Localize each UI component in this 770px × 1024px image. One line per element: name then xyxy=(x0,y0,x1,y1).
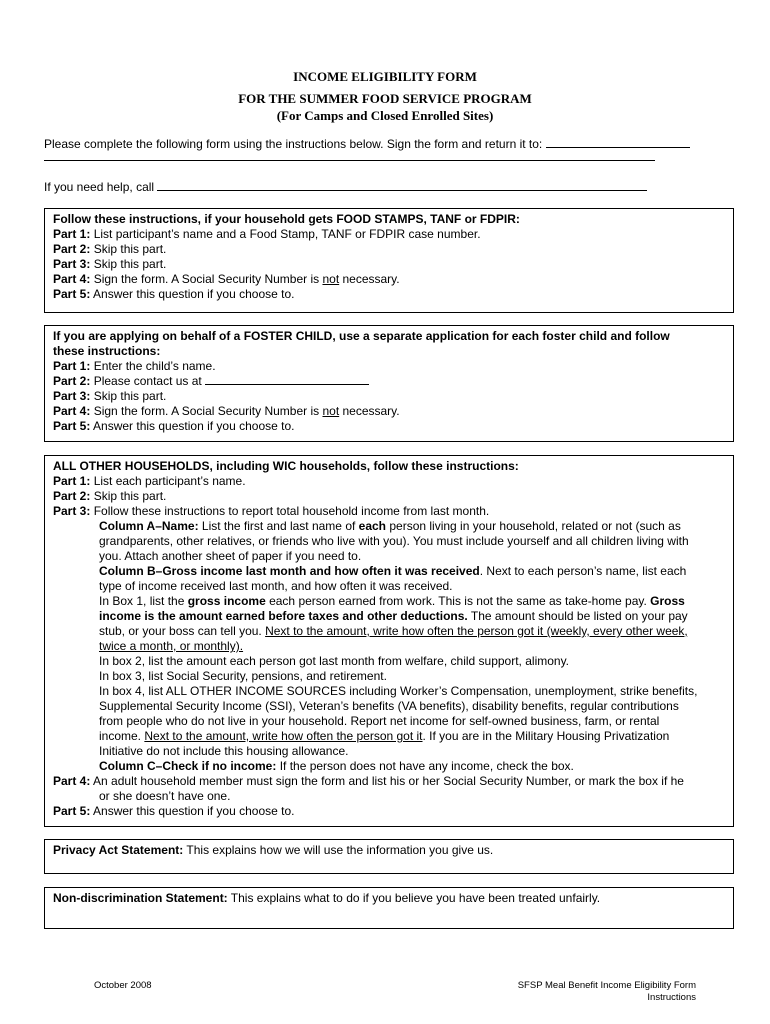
non-discrimination-box xyxy=(44,887,734,929)
box4-line: In box 4, list ALL OTHER INCOME SOURCES including Worker’s Compensation, unemployment, strike benefits, xyxy=(99,684,698,698)
other-households-instructions-box xyxy=(44,455,734,827)
return-to-blank[interactable] xyxy=(546,147,690,148)
box3-line: In box 3, list Social Security, pensions, and retirement. xyxy=(99,669,387,683)
food-stamps-instructions-box xyxy=(44,208,734,313)
instruction-part-1: Part 1: Enter the child’s name. xyxy=(53,359,216,373)
form-title: INCOME ELIGIBILITY FORM xyxy=(293,69,477,84)
non-discrimination-text: This explains what to do if you believe you have been treated unfairly. xyxy=(227,891,601,905)
box4-line-2: Supplemental Security Income (SSI), Veteran’s benefits (VA benefits), disability benefits, regular contributions xyxy=(99,699,679,713)
instruction-part-5: Part 5: Answer this question if you choose to. xyxy=(53,804,295,818)
privacy-text: This explains how we will use the information you give us. xyxy=(183,843,494,857)
return-address-blank[interactable] xyxy=(44,160,655,161)
column-a-line-3: you. Attach another sheet of paper if you need to. xyxy=(99,549,362,563)
box4-line-5: Initiative do not include this housing allowance. xyxy=(99,744,349,758)
instruction-part-3: Part 3: Skip this part. xyxy=(53,389,167,403)
box-header: Follow these instructions, if your household gets FOOD STAMPS, TANF or FDPIR: xyxy=(53,212,520,226)
privacy-label: Privacy Act Statement: xyxy=(53,843,184,857)
contact-blank[interactable] xyxy=(205,384,369,385)
instruction-part-2: Part 2: Please contact us at xyxy=(53,374,725,389)
box-header: If you are applying on behalf of a FOSTER CHILD, use a separate application for each foster child and follow xyxy=(53,329,670,343)
form-subtitle-sites: (For Camps and Closed Enrolled Sites) xyxy=(276,108,494,123)
column-c-line: Column C–Check if no income: If the person does not have any income, check the box. xyxy=(99,759,574,773)
help-text: If you need help, call xyxy=(44,180,158,194)
instruction-part-4-cont: or she doesn’t have one. xyxy=(99,789,231,803)
instruction-part-1: Part 1: List each participant’s name. xyxy=(53,474,246,488)
column-b-line-2: type of income received last month, and how often it was received. xyxy=(99,579,453,593)
box4-line-4: income. Next to the amount, write how often the person got it. If you are in the Military Housing Privatization xyxy=(99,729,670,743)
box2-line: In box 2, list the amount each person got last month from welfare, child support, alimony. xyxy=(99,654,570,668)
column-a-line: Column A–Name: List the first and last name of each person living in your household, related or not (such as xyxy=(99,519,681,533)
instruction-part-5: Part 5: Answer this question if you choose to. xyxy=(53,419,295,433)
instruction-part-5: Part 5: Answer this question if you choose to. xyxy=(53,287,295,301)
box1-line: In Box 1, list the gross income each person earned from work. This is not the same as take-home pay. Gross xyxy=(99,594,685,608)
instruction-part-2: Part 2: Skip this part. xyxy=(53,242,167,256)
footer-date: October 2008 xyxy=(94,980,152,991)
return-to-line xyxy=(44,137,690,151)
box1-line-3: stub, or your boss can tell you. Next to the amount, write how often the person got it (weekly, every other week, xyxy=(99,624,688,638)
foster-child-instructions-box xyxy=(44,325,734,442)
instruction-part-2: Part 2: Skip this part. xyxy=(53,489,167,503)
column-b-line: Column B–Gross income last month and how often it was received. Next to each person’s name, list each xyxy=(99,564,687,578)
instruction-part-4: Part 4: Sign the form. A Social Security Number is not necessary. xyxy=(53,404,400,418)
instruction-part-4: Part 4: Sign the form. A Social Security Number is not necessary. xyxy=(53,272,400,286)
column-a-line-2: grandparents, other relatives, or friends who live with you). You must include yourself and all children living with xyxy=(99,534,689,548)
box4-line-3: from people who do not live in your household. Report net income for self-owned business, farm, or rental xyxy=(99,714,660,728)
instruction-part-3: Part 3: Follow these instructions to report total household income from last month. xyxy=(53,504,490,518)
box-header: ALL OTHER HOUSEHOLDS, including WIC households, follow these instructions: xyxy=(53,459,519,473)
footer-form-name: SFSP Meal Benefit Income Eligibility Form Instructions xyxy=(517,980,696,1003)
help-phone-blank[interactable] xyxy=(157,190,647,191)
instruction-part-4: Part 4: An adult household member must sign the form and list his or her Social Security Number, or mark the box if he xyxy=(53,774,684,788)
privacy-act-box xyxy=(44,839,734,874)
box1-line-2: income is the amount earned before taxes and other deductions. The amount should be listed on your pay xyxy=(99,609,688,623)
instruction-part-1: Part 1: List participant’s name and a Food Stamp, TANF or FDPIR case number. xyxy=(53,227,481,241)
instruction-part-3: Part 3: Skip this part. xyxy=(53,257,167,271)
box-header-cont: these instructions: xyxy=(53,344,161,358)
box1-line-4: twice a month, or monthly). xyxy=(99,639,244,653)
help-line xyxy=(44,180,647,194)
non-discrimination-label: Non-discrimination Statement: xyxy=(53,891,228,905)
form-subtitle: FOR THE SUMMER FOOD SERVICE PROGRAM xyxy=(238,91,532,106)
return-to-text: Please complete the following form using the instructions below. Sign the form and return it to: xyxy=(44,137,546,151)
